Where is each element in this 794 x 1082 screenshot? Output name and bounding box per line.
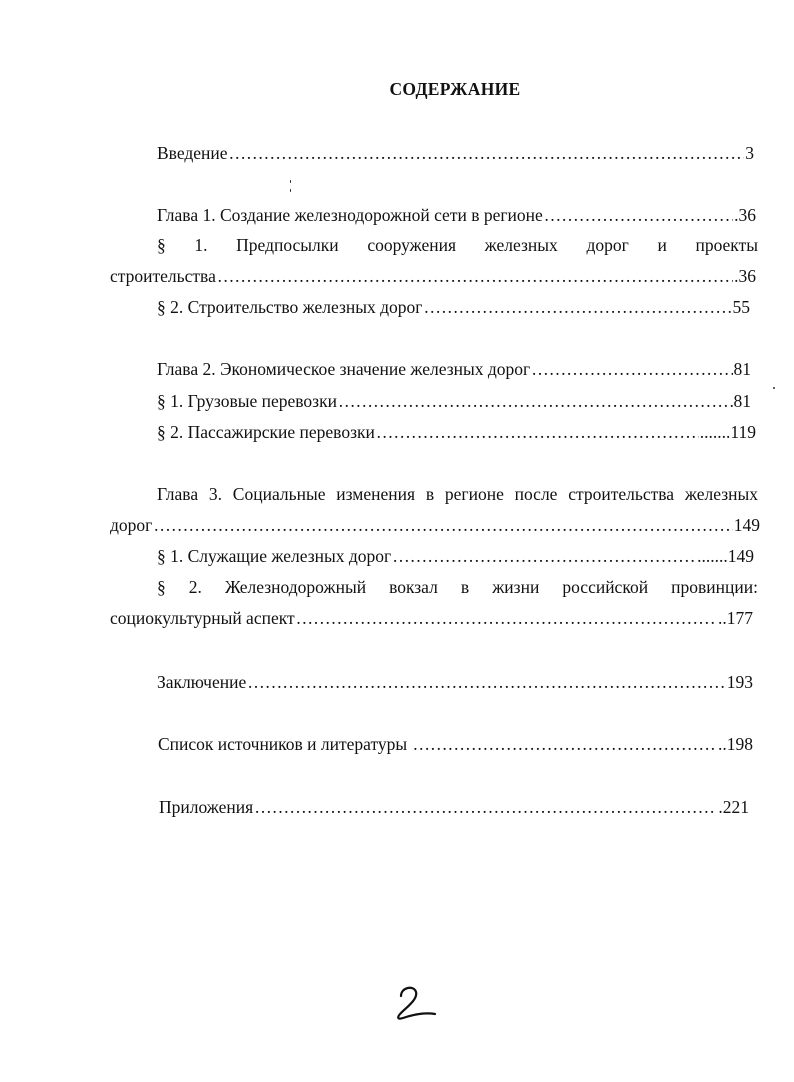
dot-leader [413,733,717,755]
toc-page-number: 55 [732,297,750,317]
toc-word: сооружения [367,235,457,255]
toc-entry-ch1-section-1-line1[interactable] [157,234,758,256]
toc-entry-chapter-2[interactable] [157,358,751,380]
toc-entry-text: Глава 2. Экономическое значение железных дорог [157,359,531,379]
dot-leader [544,204,733,226]
toc-page-number: .36 [734,266,756,286]
dot-leader [392,545,696,567]
dot-leader [338,390,733,412]
toc-entry-text: Глава 1. Создание железнодорожной сети в регионе [157,205,543,225]
toc-word: 3. [208,484,223,504]
toc-word: железных [684,484,758,504]
toc-entry-text: строительства [110,266,216,286]
handwritten-page-number [392,982,440,1022]
toc-entry-intro[interactable] [157,142,754,164]
toc-word: российской [562,577,649,597]
toc-entry-text: социокультурный аспект [110,608,295,628]
toc-word: жизни [492,577,540,597]
toc-word: Предпосылки [236,235,339,255]
toc-page-number: ..177 [718,608,753,628]
toc-word: в [425,484,435,504]
toc-word: железных [484,235,558,255]
toc-word: Социальные [232,484,326,504]
toc-entry-text: § 1. Служащие железных дорог [157,546,392,566]
scan-speck [290,189,291,192]
dot-leader [376,421,699,443]
toc-word: провинции: [671,577,758,597]
toc-word: и [657,235,667,255]
dot-leader [153,514,732,536]
toc-entry-text: Заключение [157,672,247,692]
dot-leader [217,265,733,287]
toc-page-number: 81 [733,359,751,379]
toc-word: изменения [336,484,416,504]
toc-page-number: 81 [733,391,751,411]
toc-entry-ch1-section-1-line2[interactable] [110,265,756,287]
toc-entry-ch3-section-2-line2[interactable] [110,607,753,629]
toc-word: 2. [188,577,202,597]
toc-entry-text: дорог [110,515,153,535]
scan-speck [773,387,775,389]
toc-page-number: 193 [726,672,753,692]
toc-entry-sources[interactable] [158,733,753,755]
toc-entry-ch1-section-2[interactable] [157,296,750,318]
toc-entry-chapter-3-line1[interactable] [157,483,758,505]
toc-word: § [157,235,166,255]
toc-entry-chapter-1[interactable] [157,204,756,226]
toc-page-number: 149 [733,515,760,535]
toc-word: после [514,484,558,504]
toc-entry-text: Список источников и литературы [158,734,412,754]
dot-leader [254,796,717,818]
toc-entry-text: § 2. Пассажирские перевозки [157,422,375,442]
toc-entry-ch2-section-1[interactable] [157,390,751,412]
toc-entry-text: § 1. Грузовые перевозки [157,391,337,411]
toc-word: вокзал [389,577,438,597]
toc-page-number: .36 [734,205,756,225]
toc-page-number: .......149 [697,546,754,566]
toc-entry-text: Введение [157,143,228,163]
toc-word: § [157,577,166,597]
dot-leader [229,142,745,164]
toc-word: регионе [444,484,504,504]
dot-leader [423,296,731,318]
dot-leader [531,358,732,380]
toc-entry-appendix[interactable] [159,796,749,818]
toc-entry-ch2-section-2[interactable] [157,421,756,443]
dot-leader [247,671,726,693]
toc-word: дорог [586,235,629,255]
toc-word: в [460,577,470,597]
toc-word: 1. [194,235,208,255]
toc-page-number: ..198 [718,734,753,754]
toc-word: Железнодорожный [224,577,367,597]
toc-page-number: .221 [718,797,749,817]
scan-speck [290,180,291,183]
toc-word: проекты [695,235,758,255]
toc-entry-chapter-3-line2[interactable] [110,514,760,536]
toc-entry-ch3-section-2-line1[interactable] [157,576,758,598]
toc-word: строительства [568,484,675,504]
page-title: СОДЕРЖАНИЕ [389,79,521,99]
toc-entry-text: Приложения [159,797,254,817]
toc-page-number: 3 [745,143,754,163]
toc-entry-conclusion[interactable] [157,671,753,693]
dot-leader [296,607,717,629]
toc-entry-text: § 2. Строительство железных дорог [157,297,423,317]
toc-entry-ch3-section-1[interactable] [157,545,754,567]
toc-word: Глава [157,484,199,504]
toc-page-number: .......119 [699,422,756,442]
